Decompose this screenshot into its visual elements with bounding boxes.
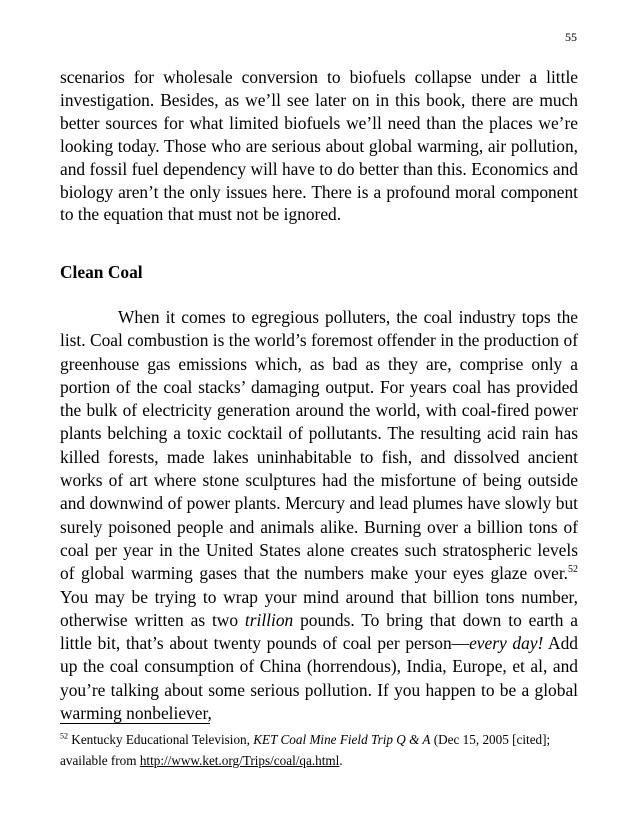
footnote-text-c: . <box>339 753 343 768</box>
body-text <box>60 66 578 226</box>
emphasis-trillion: trillion <box>244 609 294 630</box>
para-text-a: When it comes to egregious polluters, the coal industry tops the list. Coal combustion is the world’s foremost offender in the production of greenhouse gas emissions which, as bad as they are, comprise only a portion of the coal stacks’ damaging output. For years coal has provided the bulk of electricity generation around the world, with coal-fired power plants belching a toxic cocktail of pollutants. The resulting acid rain has killed forests, made lakes uninhabitable to fish, and dissolved ancient works of art where stone sculptures had the misfortune of being outside and downwind of power plants. Mercury and lead plumes have slowly but surely poisoned people and animals alike. Burning over a billion tons of coal per year in the United States alone creates such stratospheric levels of global warming gases that the numbers make your eyes glaze over. <box>60 307 578 584</box>
para-text-b: You may be trying to wrap your mind around that billion tons number, otherwise written as two <box>60 586 578 630</box>
footnote-text-a: Kentucky Educational Television, <box>68 732 254 747</box>
section-heading: Clean Coal <box>60 262 143 282</box>
footnote-ref[interactable]: 52 <box>568 564 578 576</box>
para-text-c: pounds. To bring that down to earth a little bit, that’s about twenty pounds of coal per person— <box>60 609 578 654</box>
para-text-d: Add up the coal consumption of China (horrendous), India, Europe, et al, and you’re talking about some serious pollution. If you happen to be a global warming nonbeliever, <box>60 633 578 724</box>
emphasis-every-day: every day! <box>469 633 544 654</box>
footnote-title: KET Coal Mine Field Trip Q & A <box>253 732 431 747</box>
footnote-text-b: (Dec 15, 2005 [cited]; available from <box>60 732 551 768</box>
footnote <box>60 729 580 771</box>
footnote-divider <box>60 723 210 724</box>
paragraph-clean-coal <box>60 306 578 725</box>
paragraph-intro: scenarios for wholesale conversion to biofuels collapse under a little investigation. Besides, as we’ll see later on in this book, there are much better sources for what limited biofuels we’ll need than the places we’re looking today. Those who are serious about global warming, air pollution, and fossil fuel dependency will have to do better than this. Economics and biology aren’t the only issues here. There is a profound moral component to the equation that must not be ignored. <box>60 67 578 225</box>
page-number: 55 <box>565 30 577 44</box>
footnote-link[interactable]: http://www.ket.org/Trips/coal/qa.html <box>139 753 340 768</box>
footnote-number: 52 <box>60 731 68 741</box>
